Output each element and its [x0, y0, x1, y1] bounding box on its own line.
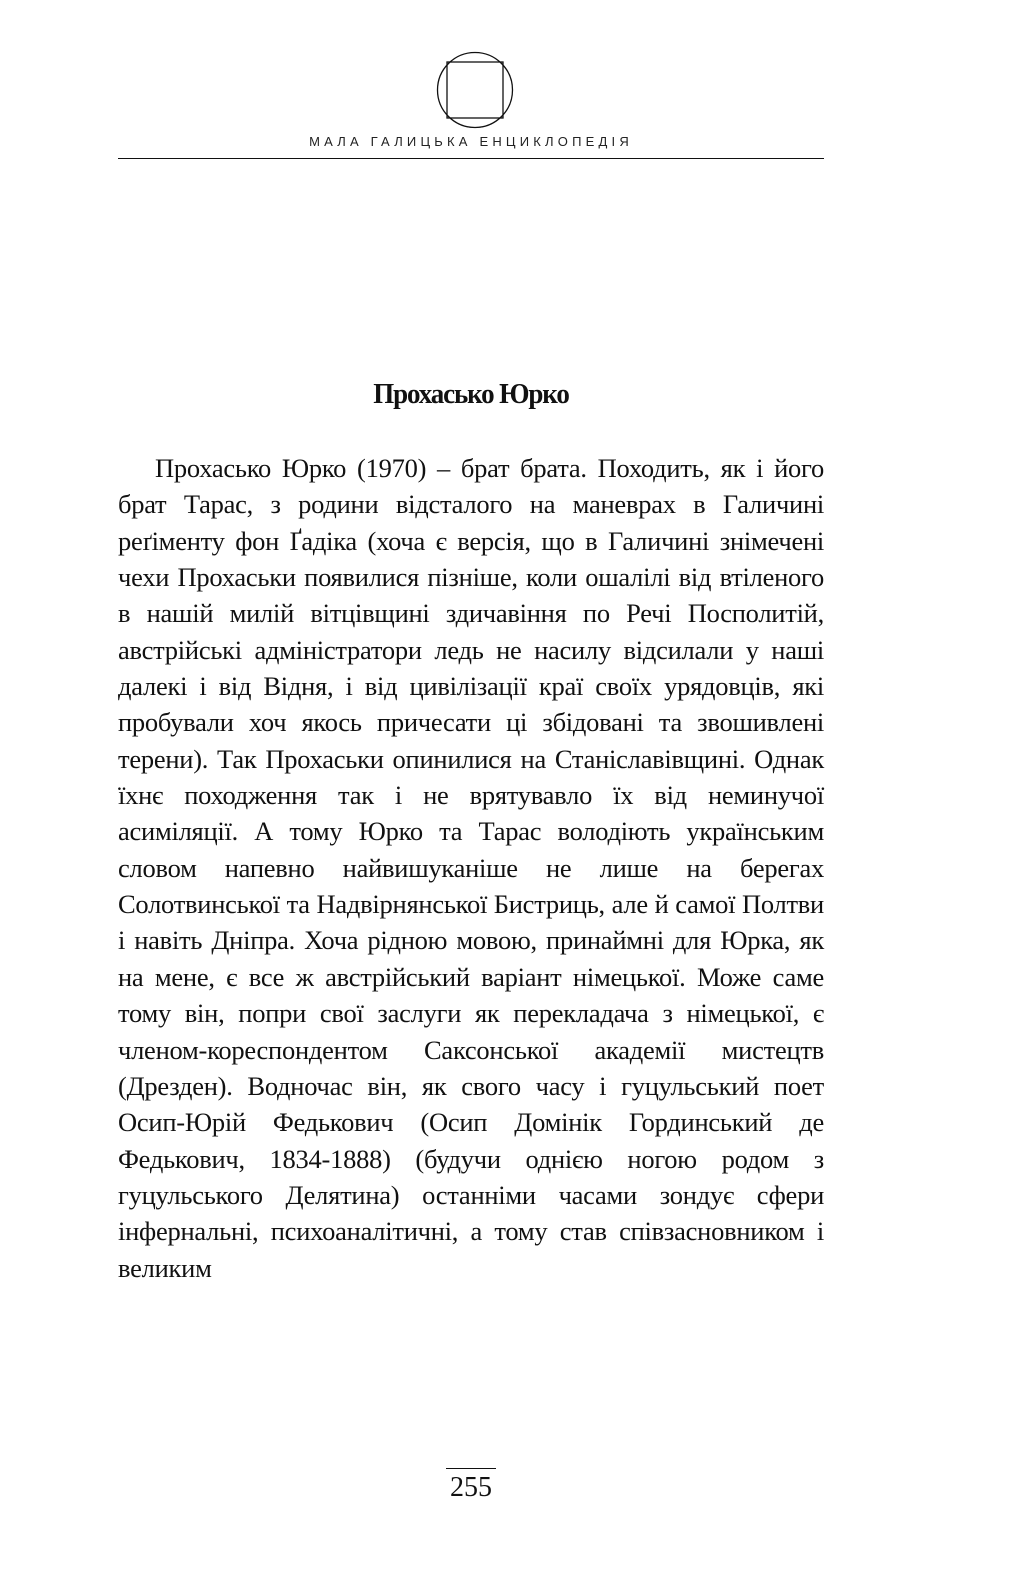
page-number: 255 [446, 1468, 496, 1505]
article-title: Прохасько Юрко [373, 378, 569, 410]
header-divider [118, 158, 824, 159]
series-title: МАЛА ГАЛИЦЬКА ЕНЦИКЛОПЕДІЯ [309, 134, 633, 149]
article-body: Прохасько Юрко (1970) – брат брата. Походить, як і його брат Тарас, з родини відсталого на маневрах в Галичині реґіменту фон Ґадіка (хоча є версія, що в Галичині знімечені чехи Прохаськи появилися пізніше, коли ошалілі від втіленого в нашій милій вітцівщині здичавіння по Речі Посполитій, австрійські адміністратори ледь не насилу відсилали у наші далекі і від Відня, і від цивілізації краї своїх урядовців, які пробували хоч якось причесати ці збідовані та звошивлені терени). Так Прохаськи опинилися на Станіславівщині. Однак їхнє походження так і не врятувавло їх від неминучої асиміляції. А тому Юрко та Тарас володіють українським словом напевно найвишуканіше не лише на берегах Солотвинської та Надвірнянської Бистриць, але й самої Полтви і навіть Дніпра. Хоча рідною мовою, принаймні для Юрка, як на мене, є все ж австрійський варіант німецької. Може саме тому він, попри свої заслуги як перекладача з німецької, є членом-кореспондентом Саксонської академії мистецтв (Дрезден). Водночас він, як свого часу і гуцульський поет Осип-Юрій Федькович (Осип Домінік Гординський де Федькович, 1834-1888) (будучи однією ногою родом з гуцульського Делятина) останніми часами зондує сфери інфернальні, психоаналітичні, а тому став співзасновником і великим [118, 453, 824, 1283]
circle-square-emblem-icon [436, 50, 514, 130]
